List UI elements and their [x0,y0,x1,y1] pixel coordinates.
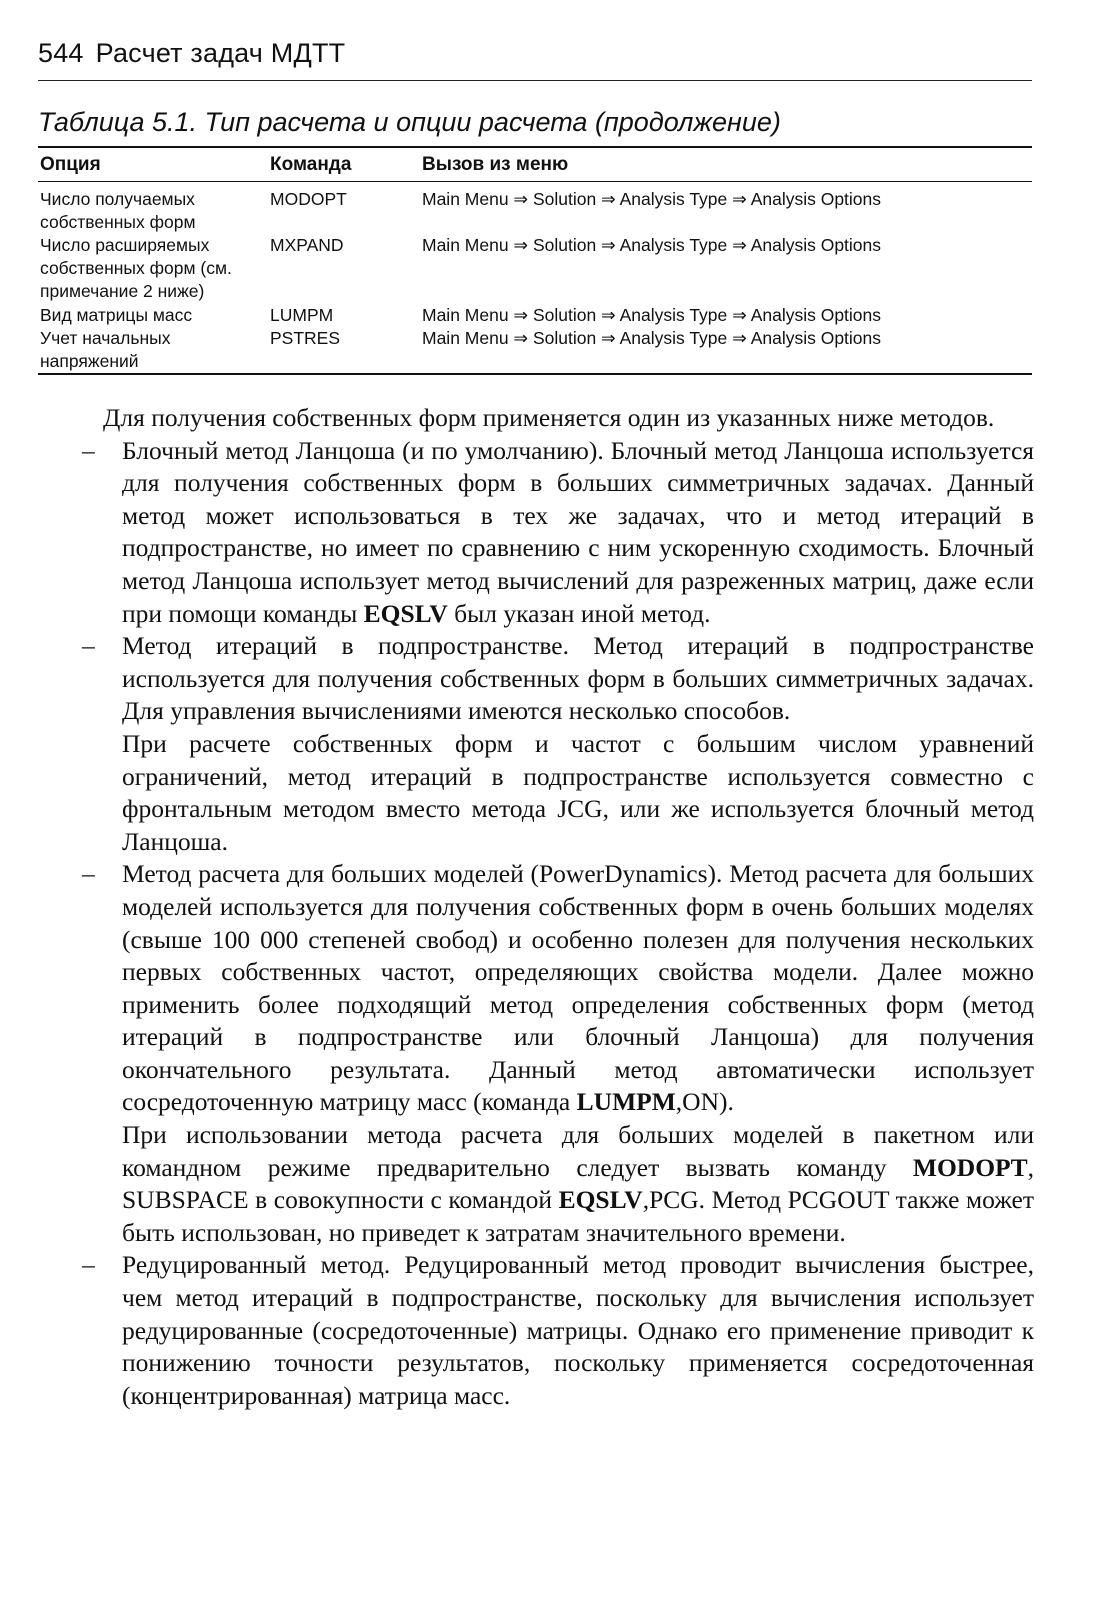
column-header-command: Команда [270,154,352,175]
table-cell-command: LUMPM [270,305,334,325]
header-rule [38,80,1032,81]
list-dash: – [82,435,95,465]
table-header-rule [38,181,1032,182]
table-cell-option: Вид матрицы масс [40,305,193,325]
table-bottom-rule [38,373,1032,375]
table-cell-command: PSTRES [270,328,341,348]
command-name: EQSLV [363,598,448,628]
table-cell-command: MXPAND [270,235,344,255]
table-cell-menu: Main Menu ⇒ Solution ⇒ Analysis Type ⇒ Analysis Options [422,305,882,325]
table-cell-option: Учет начальных напряжений [40,328,171,371]
list-dash: – [82,859,95,889]
running-head [38,38,345,69]
intro-paragraph: Для получения собственных форм применяется один из указанных ниже методов. [103,403,995,432]
command-name: EQSLV [558,1185,643,1215]
command-name: MODOPT [912,1152,1028,1182]
list-item: – Редуцированный метод. Редуцированный метод проводит вычисления быстрее, чем метод итераций в подпространстве, поскольку для вычисления использует редуцированные (сосредоточенные) матрицы. Однако его применение приводит к понижению точности результатов, поскольку применяется сосредоточенная (концентрированная) матрица масс. [82,1250,1034,1410]
table-cell-menu: Main Menu ⇒ Solution ⇒ Analysis Type ⇒ Analysis Options [422,235,882,255]
list-item-continuation: При расчете собственных форм и частот с большим числом уравнений ограничений, метод итераций в подпространстве используется совместно с фронтальным методом вместо метода JCG, или же используется блочный метод Ланцоша. [122,728,1034,856]
page-number: 544 [38,38,84,68]
list-item: – Метод расчета для больших моделей (PowerDynamics). Метод расчета для больших моделей используется для получения собственных форм в очень больших моделях (свыше 100 000 степеней свобод) и особенно полезен для получения нескольких первых собственных частот, определяющих свойства модели. Далее можно применить более подходящий метод определения собственных форм (метод итераций в подпространстве или блочный Ланцоша) для получения окончательного результата. Данный метод автоматически использует сосредоточенную матрицу масс (команда LUMPM,ON). [82,859,1034,1117]
list-item: – Метод итераций в подпространстве. Метод итераций в подпространстве используется для получения собственных форм в больших симметричных задачах. Для управления вычислениями имеются несколько способов. [82,631,1034,726]
table-cell-menu: Main Menu ⇒ Solution ⇒ Analysis Type ⇒ Analysis Options [422,328,882,348]
list-item-continuation: При использовании метода расчета для больших моделей в пакетном или командном режиме предварительно следует вызвать команду MODOPT, SUBSPACE в совокупности с командой EQSLV,PCG. Метод PCGOUT также может быть использован, но приведет к затратам значительного времени. [122,1120,1034,1247]
body-text [38,402,1034,1412]
column-header-option: Опция [40,154,101,175]
list-dash: – [82,1250,95,1280]
table-top-rule [38,146,1032,148]
command-name: LUMPM [576,1087,676,1117]
running-title: Расчет задач МДТТ [95,38,346,68]
table-cell-menu: Main Menu ⇒ Solution ⇒ Analysis Type ⇒ Analysis Options [422,189,882,209]
column-header-menu: Вызов из меню [422,154,569,175]
list-dash: – [82,631,95,661]
table-cell-command: MODOPT [270,189,347,209]
table-caption: Таблица 5.1. Тип расчета и опции расчета (продолжение) [38,107,781,137]
table-cell-option: Число расширяемых собственных форм (см. примечание 2 ниже) [40,235,232,301]
table-cell-option: Число получаемых собственных форм [40,189,196,232]
list-item: – Блочный метод Ланцоша (и по умолчанию). Блочный метод Ланцоша используется для получения собственных форм в больших симметричных задачах. Данный метод может использоваться в тех же задачах, что и метод итераций в подпространстве, но имеет по сравнению с ним ускоренную сходимость. Блочный метод Ланцоша использует метод вычислений для разреженных матриц, даже если при помощи команды EQSLV был указан иной метод. [82,435,1034,628]
